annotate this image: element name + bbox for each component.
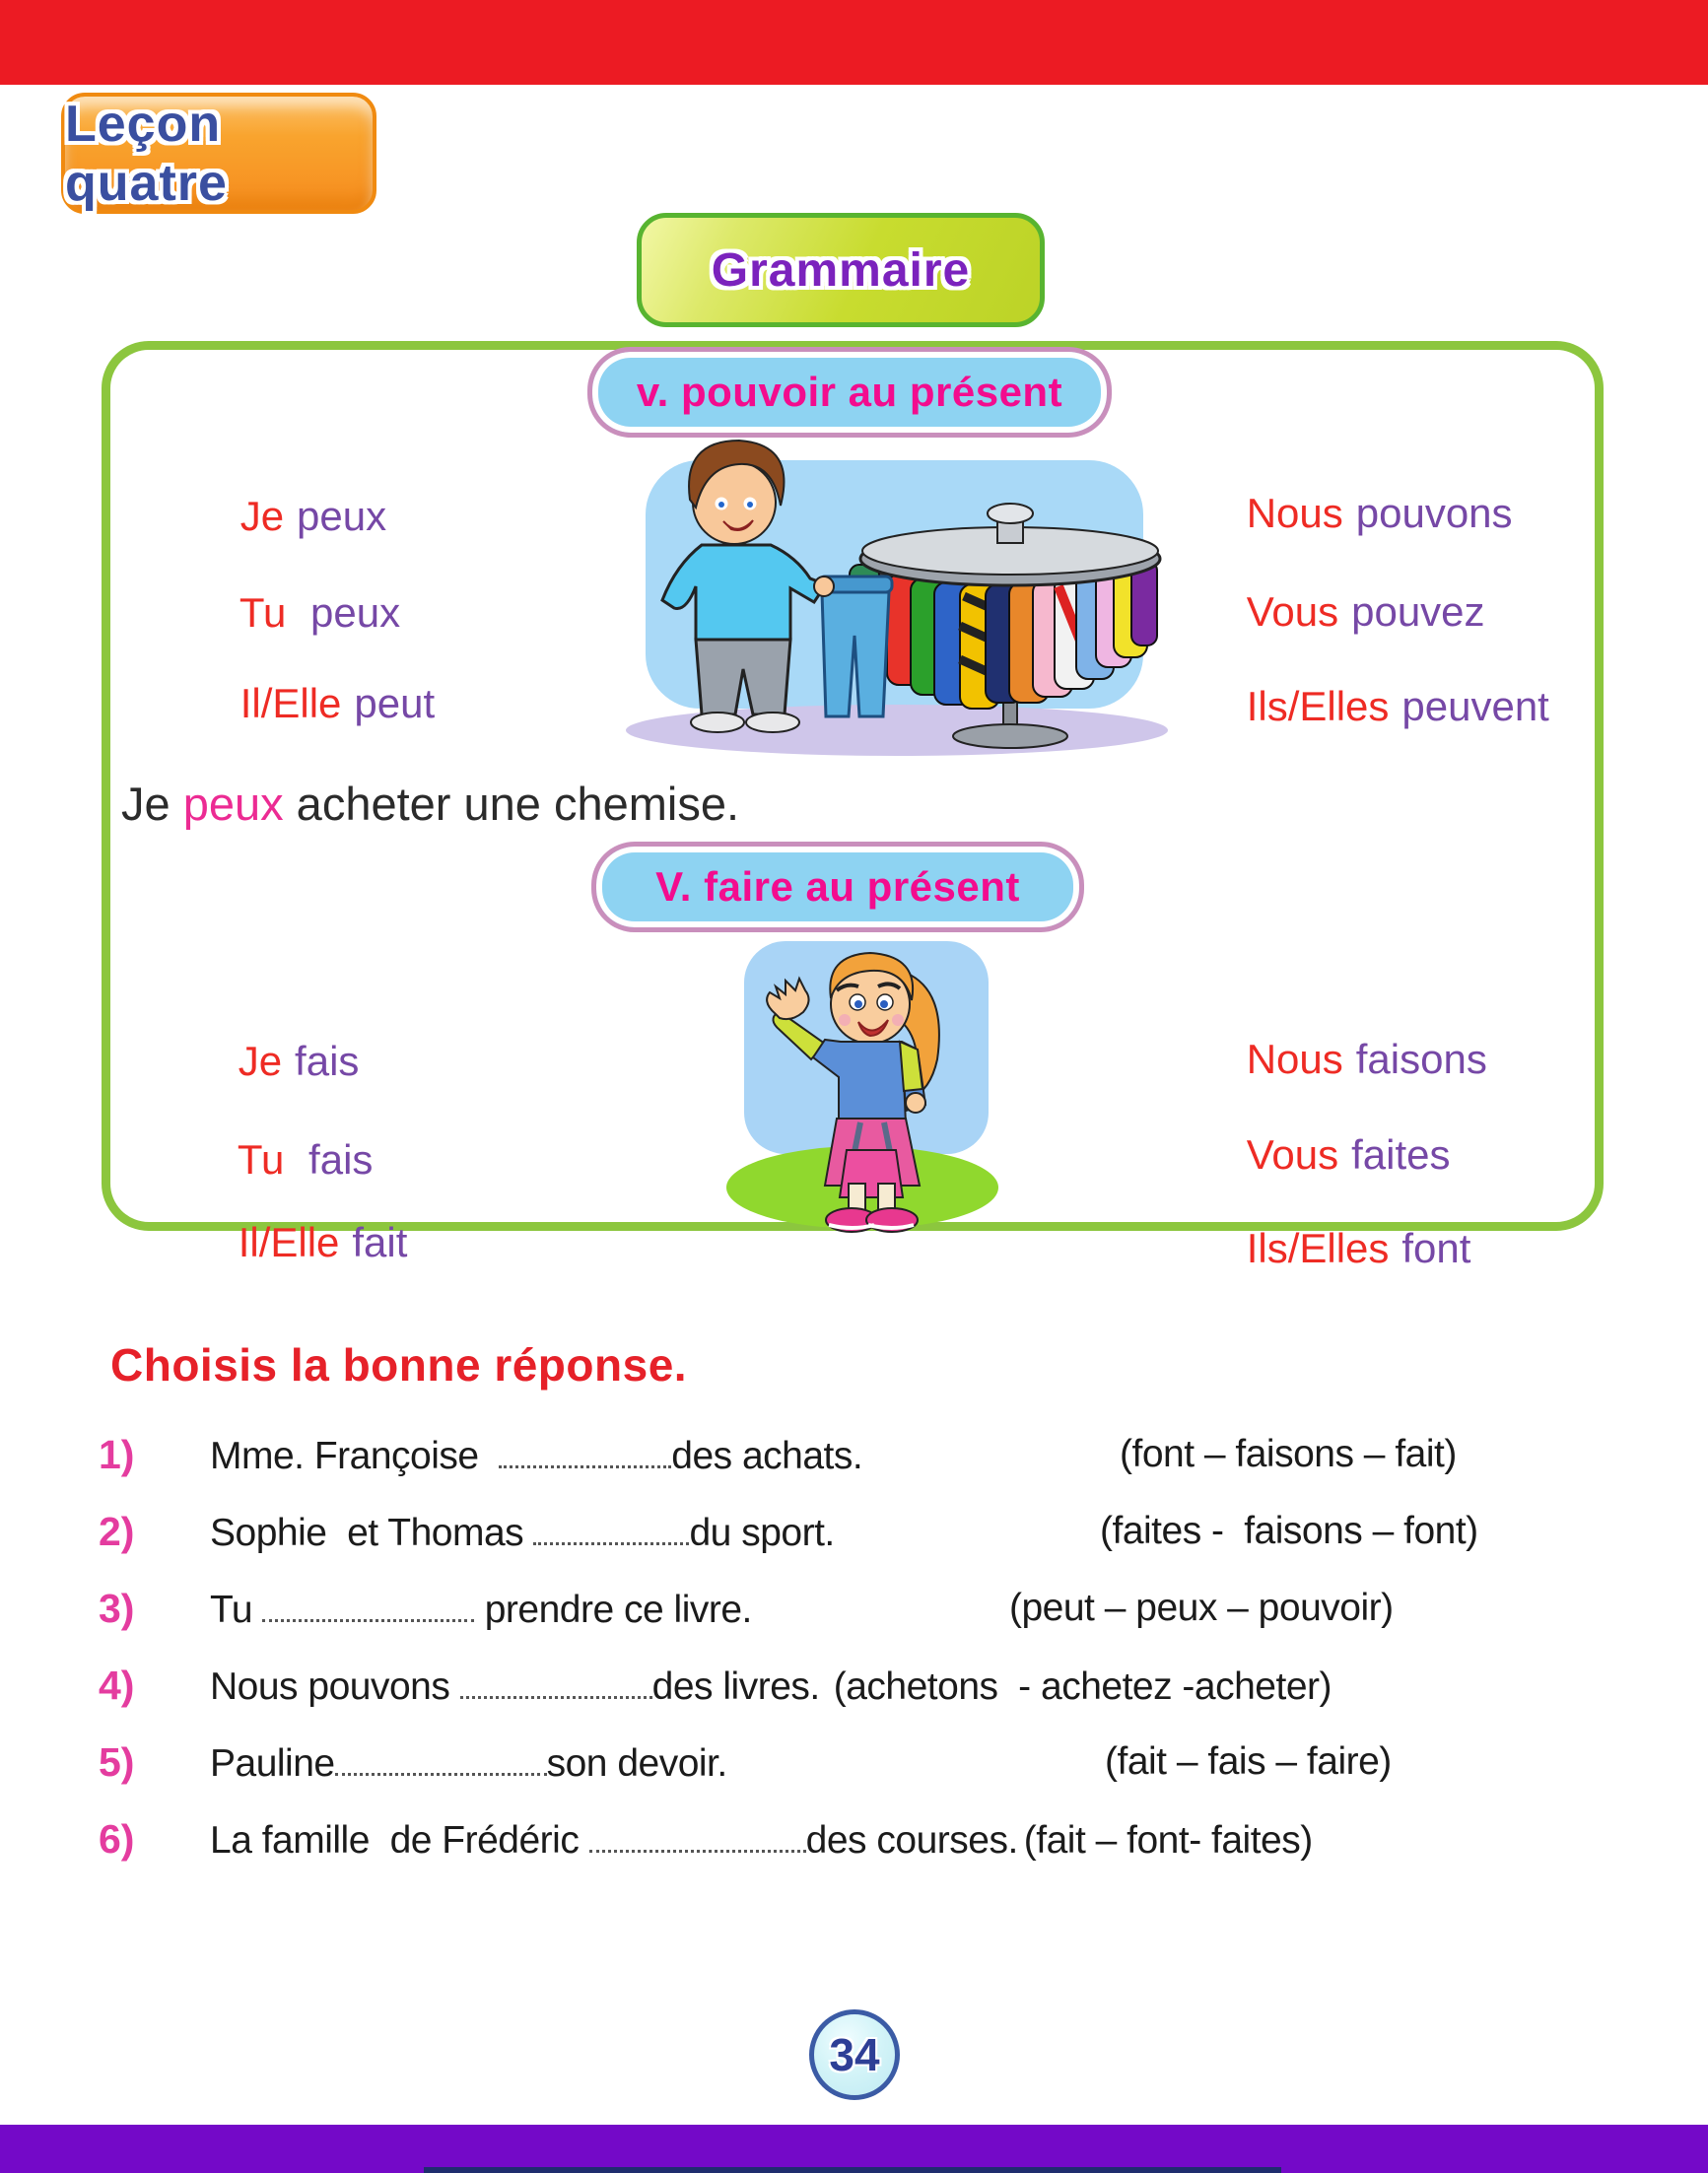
exercise-title: Choisis la bonne réponse. — [110, 1339, 688, 1391]
sentence-pre: Je — [121, 778, 183, 830]
verb: fais — [295, 1038, 360, 1085]
item-options: (font – faisons – fait) — [1120, 1433, 1457, 1475]
pronoun: Vous — [1246, 1131, 1339, 1179]
item-text: des courses. — [805, 1819, 1018, 1862]
item-number: 2) — [99, 1509, 135, 1554]
conjugation-row — [192, 1175, 407, 1312]
item-text: des livres. — [651, 1665, 820, 1708]
item-number: 4) — [99, 1663, 135, 1708]
verb: faites — [1351, 1131, 1451, 1179]
exercise-item — [99, 1570, 1636, 1647]
lesson-title: Leçon quatre — [65, 95, 228, 212]
pronoun: Je — [239, 493, 285, 540]
section-title-badge — [637, 213, 1045, 327]
item-text: Tu — [210, 1589, 263, 1631]
item-text: La famille de Frédéric — [210, 1819, 589, 1862]
boy-shopping-illustration — [591, 419, 1173, 759]
verb: fais — [297, 1136, 374, 1184]
conjugation-row — [1200, 639, 1549, 776]
bottom-navy-strip — [424, 2167, 1281, 2173]
pronoun: Nous — [1246, 490, 1343, 537]
page-number-badge — [809, 2009, 900, 2100]
faire-header-pill — [591, 842, 1084, 932]
conjugation-row — [1200, 1181, 1470, 1318]
pronoun: Ils/Elles — [1246, 683, 1390, 730]
answer-blank — [262, 1619, 474, 1622]
exercise-item — [99, 1493, 1636, 1570]
conjugation-row — [194, 636, 435, 773]
verb: pouvez — [1351, 588, 1485, 636]
item-options: (achetons - achetez -acheter) — [833, 1665, 1332, 1708]
item-text: Sophie et Thomas — [210, 1512, 534, 1554]
answer-blank — [589, 1850, 806, 1853]
item-text: Pauline — [210, 1742, 335, 1785]
item-number: 1) — [99, 1432, 135, 1477]
pronoun: Il/Elle — [239, 680, 342, 727]
exercise-list — [99, 1416, 1636, 1877]
item-text: prendre ce livre. — [474, 1589, 752, 1631]
verb: pouvons — [1355, 490, 1513, 537]
item-text: son devoir. — [546, 1742, 727, 1785]
exercise-item — [99, 1416, 1636, 1493]
lesson-title-badge — [61, 93, 376, 214]
item-options: (fait – font- faites) — [1023, 1819, 1313, 1862]
exercise-item — [99, 1724, 1636, 1800]
exercise-item — [99, 1647, 1636, 1724]
pronoun: Il/Elle — [238, 1219, 340, 1266]
pronoun: Vous — [1246, 588, 1339, 636]
item-number: 6) — [99, 1816, 135, 1862]
pronoun: Nous — [1246, 1036, 1343, 1083]
pronoun: Tu — [237, 1136, 285, 1184]
verb: peut — [354, 680, 436, 727]
pronoun: Tu — [239, 589, 287, 637]
item-options: (faites - faisons – font) — [1100, 1510, 1478, 1552]
exercise-item — [99, 1800, 1636, 1877]
answer-blank — [460, 1696, 652, 1699]
pronoun: Ils/Elles — [1246, 1225, 1390, 1272]
answer-blank — [533, 1542, 689, 1545]
item-text: du sport. — [689, 1512, 835, 1554]
pouvoir-title: v. pouvoir au présent — [636, 369, 1063, 415]
item-text: Nous pouvons — [210, 1665, 460, 1708]
verb: faisons — [1355, 1036, 1487, 1083]
girl-shopping-illustration — [722, 929, 1010, 1237]
item-number: 5) — [99, 1739, 135, 1785]
item-text: Mme. Françoise — [210, 1435, 500, 1477]
bottom-purple-bar — [0, 2125, 1708, 2173]
section-title: Grammaire — [711, 243, 971, 297]
top-red-bar — [0, 0, 1708, 85]
sentence-post: acheter une chemise. — [283, 778, 740, 830]
item-options: (fait – fais – faire) — [1105, 1740, 1392, 1783]
item-options: (peut – peux – pouvoir) — [1009, 1587, 1394, 1629]
answer-blank — [499, 1465, 671, 1468]
item-number: 3) — [99, 1586, 135, 1631]
item-text: des achats. — [671, 1435, 863, 1477]
sentence-highlight: peux — [182, 778, 284, 830]
verb: font — [1401, 1225, 1471, 1272]
page-number: 34 — [829, 2029, 880, 2080]
verb: fait — [352, 1219, 408, 1266]
verb: peux — [297, 493, 387, 540]
answer-blank — [335, 1773, 547, 1776]
pronoun: Je — [238, 1038, 283, 1085]
verb: peuvent — [1401, 683, 1549, 730]
verb: peux — [299, 589, 401, 637]
faire-title: V. faire au présent — [655, 863, 1020, 910]
example-sentence — [121, 777, 739, 831]
